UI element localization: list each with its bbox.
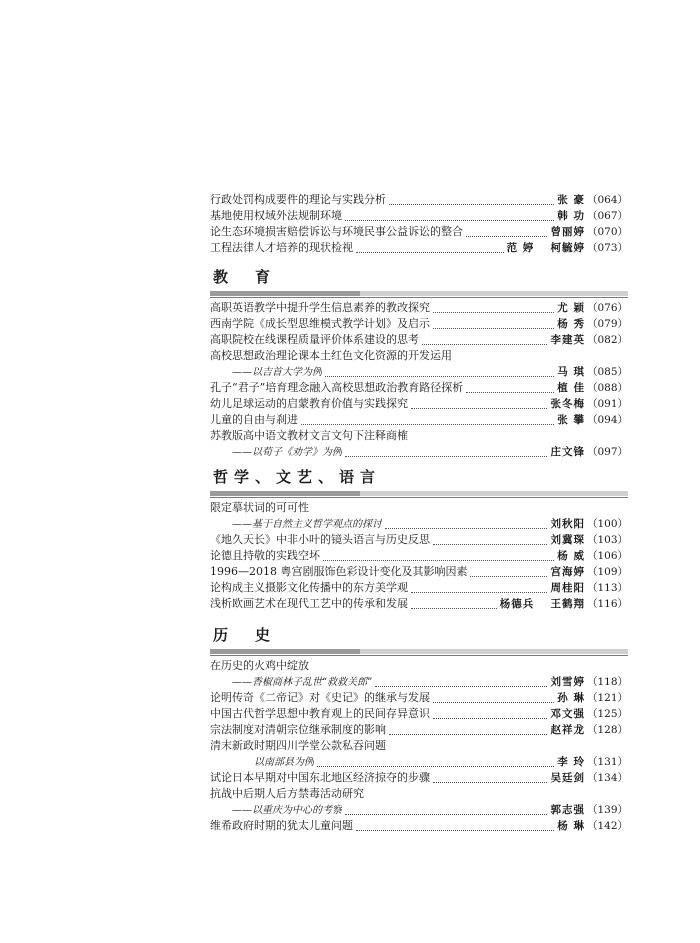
dot-leader bbox=[422, 336, 547, 345]
entry-title: 1996—2018 粤宫剧服饰色彩设计变化及其影响因素 bbox=[210, 565, 468, 578]
entry-author: 尤 颖 bbox=[557, 302, 585, 314]
section-title: 教 育 bbox=[213, 268, 277, 286]
dot-leader bbox=[301, 416, 554, 425]
entry-page-number: （118） bbox=[586, 676, 628, 688]
entry-author: 李 玲 bbox=[557, 756, 585, 768]
entry-title: 高职院校在线课程质量评价体系建设的思考 bbox=[210, 333, 419, 346]
entry-title: 高职英语教学中提升学生信息素养的教改探究 bbox=[210, 301, 430, 314]
dot-leader bbox=[433, 320, 554, 329]
entry-page-number: （106） bbox=[586, 550, 628, 562]
section-rule bbox=[210, 491, 628, 496]
toc-entry-subtitle[interactable] bbox=[210, 516, 628, 532]
entry-author: 周桂阳 bbox=[550, 582, 585, 594]
entry-title: 苏教版高中语文教材文言文句下注释商榷 bbox=[210, 429, 408, 442]
entry-author: 杨 威 bbox=[557, 550, 585, 562]
entry-page-number: （070） bbox=[586, 226, 628, 238]
section-philosophy-literature-language bbox=[210, 466, 628, 612]
entry-page-number: （067） bbox=[586, 210, 628, 222]
entry-title: 宗法制度对清朝宗位继承制度的影响 bbox=[210, 723, 386, 736]
toc-entry-heading[interactable] bbox=[210, 428, 628, 444]
entry-title: 幼儿足球运动的启蒙教育价值与实践探究 bbox=[210, 397, 408, 410]
toc-entry[interactable] bbox=[210, 532, 628, 548]
entry-page-number: （091） bbox=[586, 398, 628, 410]
entry-title: 限定摹状词的可可性 bbox=[210, 501, 309, 514]
entry-page-number: （100） bbox=[586, 518, 628, 530]
dot-leader bbox=[325, 368, 554, 377]
entry-author: 孙 琳 bbox=[557, 692, 585, 704]
toc-entry[interactable] bbox=[210, 722, 628, 738]
toc-entry-subtitle[interactable] bbox=[210, 754, 628, 770]
entry-page-number: （121） bbox=[586, 692, 628, 704]
entry-author: 李建英 bbox=[550, 334, 585, 346]
entry-page-number: （079） bbox=[586, 318, 628, 330]
entry-author: 刘冀琛 bbox=[550, 534, 585, 546]
dot-leader bbox=[317, 758, 554, 767]
dot-leader bbox=[466, 228, 547, 237]
dot-leader bbox=[411, 400, 547, 409]
dot-leader bbox=[433, 774, 547, 783]
entry-author: 韩 功 bbox=[557, 210, 585, 222]
entry-author: 杨 琳 bbox=[557, 820, 585, 832]
entry-page-number: （116） bbox=[586, 598, 628, 610]
toc-entry-subtitle[interactable] bbox=[210, 364, 628, 380]
entry-author: 曾丽婷 bbox=[550, 226, 585, 238]
dot-leader bbox=[466, 384, 554, 393]
toc-entry-heading[interactable] bbox=[210, 500, 628, 516]
entry-title: 清末新政时期四川学堂公款私吞问题 bbox=[210, 739, 386, 752]
toc-entry[interactable] bbox=[210, 224, 628, 240]
entry-author: 庄文锋 bbox=[550, 446, 585, 458]
dot-leader bbox=[356, 244, 504, 253]
entry-title: 论明传奇《二帝记》对《史记》的继承与发展 bbox=[210, 691, 430, 704]
toc-entry[interactable] bbox=[210, 690, 628, 706]
toc-entry-heading[interactable] bbox=[210, 786, 628, 802]
dot-leader bbox=[345, 448, 547, 457]
entry-title: 行政处罚构成要件的理论与实践分析 bbox=[210, 193, 386, 206]
dot-leader bbox=[356, 822, 554, 831]
toc-top-block bbox=[210, 188, 628, 256]
entry-title: 以南部县为例 bbox=[254, 757, 314, 768]
entry-title: ——以吉首大学为例 bbox=[232, 367, 322, 378]
entry-page-number: （094） bbox=[586, 414, 628, 426]
entry-title: 试论日本早期对中国东北地区经济掠夺的步骤 bbox=[210, 771, 430, 784]
entry-title: 工程法律人才培养的现状检视 bbox=[210, 241, 353, 254]
entry-page-number: （064） bbox=[586, 194, 628, 206]
entry-title: 论构成主义摄影文化传播中的东方美学观 bbox=[210, 581, 408, 594]
entry-author: 张冬梅 bbox=[550, 398, 585, 410]
toc-entry[interactable] bbox=[210, 332, 628, 348]
dot-leader bbox=[389, 196, 554, 205]
entry-author: 范 婷 柯毓婷 bbox=[506, 242, 585, 254]
dot-leader bbox=[411, 584, 547, 593]
dot-leader bbox=[375, 678, 547, 687]
entry-page-number: （109） bbox=[586, 566, 628, 578]
toc-entry[interactable] bbox=[210, 596, 628, 612]
dot-leader bbox=[433, 710, 547, 719]
entry-page-number: （125） bbox=[586, 708, 628, 720]
section-education bbox=[210, 266, 628, 460]
section-rule bbox=[210, 649, 628, 654]
toc-entry-subtitle[interactable] bbox=[210, 444, 628, 460]
entry-title: 论德且持敬的实践空坏 bbox=[210, 549, 320, 562]
entry-author: 邓文强 bbox=[550, 708, 585, 720]
dot-leader bbox=[433, 694, 554, 703]
dot-leader bbox=[389, 726, 547, 735]
entry-author: 刘秋阳 bbox=[550, 518, 585, 530]
toc-entry-subtitle[interactable] bbox=[210, 802, 628, 818]
toc-entry[interactable] bbox=[210, 316, 628, 332]
entry-title: 抗战中后期人后方禁毒活动研究 bbox=[210, 787, 364, 800]
dot-leader bbox=[411, 600, 497, 609]
entry-title: ——以重庆为中心的考察 bbox=[232, 805, 342, 816]
entry-page-number: （073） bbox=[586, 242, 628, 254]
entry-page-number: （142） bbox=[586, 820, 628, 832]
dot-leader bbox=[433, 536, 547, 545]
toc-entry[interactable] bbox=[210, 580, 628, 596]
entry-page-number: （128） bbox=[586, 724, 628, 736]
toc-entry-subtitle[interactable] bbox=[210, 674, 628, 690]
entry-author: 张 豪 bbox=[557, 194, 585, 206]
section-rule bbox=[210, 291, 628, 296]
toc-entry[interactable] bbox=[210, 208, 628, 224]
entry-author: 刘雪婷 bbox=[550, 676, 585, 688]
entry-author: 郭志强 bbox=[550, 804, 585, 816]
entry-author: 吴廷剑 bbox=[550, 772, 585, 784]
entry-page-number: （076） bbox=[586, 302, 628, 314]
toc-entry-heading[interactable] bbox=[210, 658, 628, 674]
dot-leader bbox=[470, 568, 547, 577]
entry-title: 维希政府时期的犹太儿童问题 bbox=[210, 819, 353, 832]
entry-author: 张 攀 bbox=[557, 414, 585, 426]
toc-entry[interactable] bbox=[210, 706, 628, 722]
dot-leader bbox=[433, 304, 554, 313]
toc-entry[interactable] bbox=[210, 412, 628, 428]
dot-leader bbox=[385, 520, 547, 529]
entry-page-number: （082） bbox=[586, 334, 628, 346]
entry-page-number: （139） bbox=[586, 804, 628, 816]
toc-entry[interactable] bbox=[210, 564, 628, 580]
toc-entry-heading[interactable] bbox=[210, 348, 628, 364]
entry-page-number: （131） bbox=[586, 756, 628, 768]
entry-title: 西南学院《成长型思维模式教学计划》及启示 bbox=[210, 317, 430, 330]
entry-title: ——香椒商林子乱世“救救关郎” bbox=[232, 677, 373, 688]
entry-title: 儿童的自由与刹进 bbox=[210, 413, 298, 426]
entry-title: 高校思想政治理论课本土红色文化资源的开发运用 bbox=[210, 349, 452, 362]
entry-author: 马 琪 bbox=[557, 366, 585, 378]
entry-title: 浅析欧画艺术在现代工艺中的传承和发展 bbox=[210, 597, 408, 610]
entry-title: 在历史的火鸡中绽放 bbox=[210, 659, 309, 672]
toc-entry[interactable] bbox=[210, 548, 628, 564]
entry-title: 中国古代哲学思想中教育观上的民间存异意识 bbox=[210, 707, 430, 720]
entry-page-number: （097） bbox=[586, 446, 628, 458]
entry-page-number: （088） bbox=[586, 382, 628, 394]
entry-page-number: （113） bbox=[586, 582, 628, 594]
dot-leader bbox=[323, 552, 554, 561]
entry-title: ——以荀子《劝学》为例 bbox=[232, 447, 342, 458]
entry-page-number: （085） bbox=[586, 366, 628, 378]
toc-entry[interactable] bbox=[210, 192, 628, 208]
entry-page-number: （103） bbox=[586, 534, 628, 546]
entry-title: 孔子“君子”培育理念融入高校思想政治教育路径探析 bbox=[210, 381, 464, 394]
entry-title: 论生态环境损害赔偿诉讼与环境民事公益诉讼的整合 bbox=[210, 225, 463, 238]
toc-entry[interactable] bbox=[210, 380, 628, 396]
toc-entry[interactable] bbox=[210, 818, 628, 834]
section-title: 哲学、文艺、语言 bbox=[213, 468, 382, 486]
entry-title: 《地久天长》中非小叶的镜头语言与历史反思 bbox=[210, 533, 430, 546]
toc-entry[interactable] bbox=[210, 300, 628, 316]
entry-author: 杨德兵 王鹤翔 bbox=[499, 598, 585, 610]
section-history bbox=[210, 624, 628, 834]
entry-title: 基地使用权域外法规制环境 bbox=[210, 209, 342, 222]
toc-entry[interactable] bbox=[210, 240, 628, 256]
dot-leader bbox=[345, 212, 554, 221]
entry-author: 植 佳 bbox=[557, 382, 585, 394]
dot-leader bbox=[345, 806, 547, 815]
toc-entry[interactable] bbox=[210, 396, 628, 412]
entry-title: ——基于自然主义哲学观点的探讨 bbox=[232, 519, 382, 530]
entry-page-number: （134） bbox=[586, 772, 628, 784]
section-title: 历 史 bbox=[213, 626, 277, 644]
toc-entry[interactable] bbox=[210, 770, 628, 786]
entry-author: 赵祥龙 bbox=[550, 724, 585, 736]
entry-author: 宫海婷 bbox=[550, 566, 585, 578]
toc-entry-heading[interactable] bbox=[210, 738, 628, 754]
entry-author: 杨 秀 bbox=[557, 318, 585, 330]
